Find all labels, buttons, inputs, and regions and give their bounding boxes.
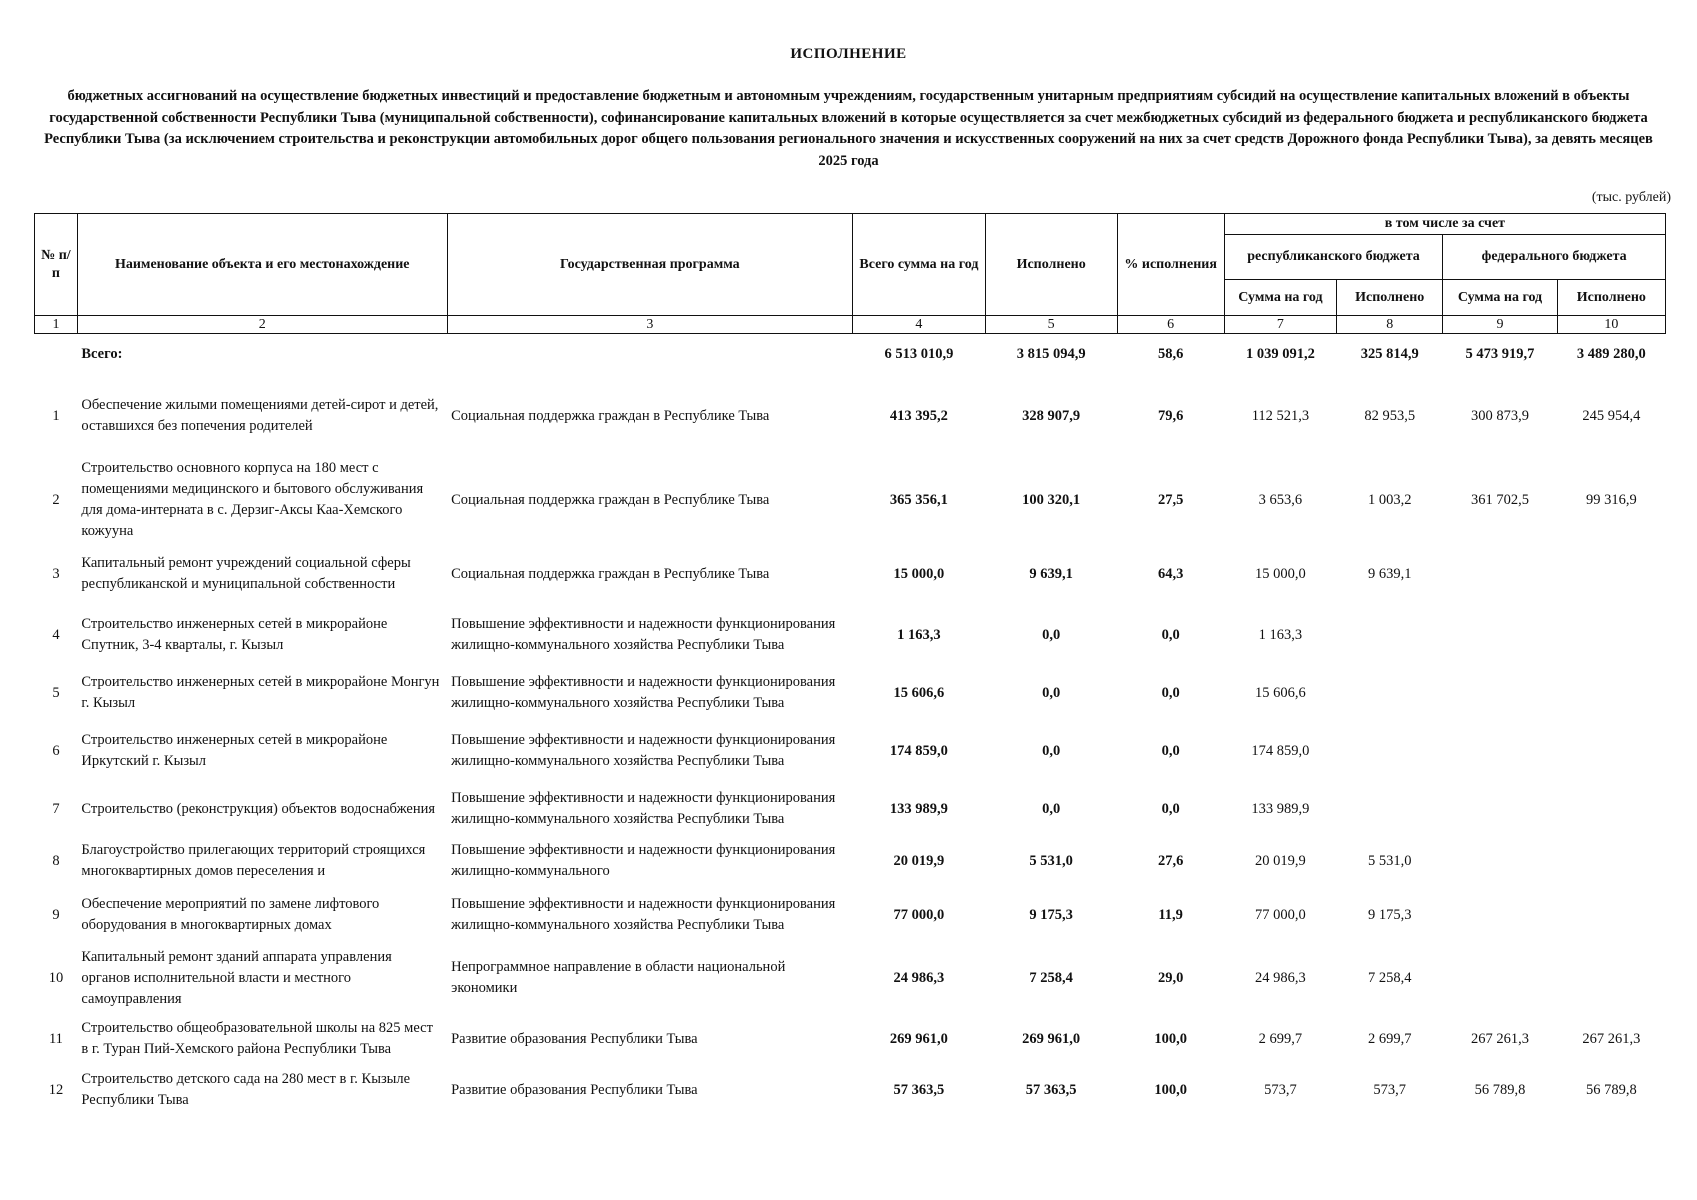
- document-title: ИСПОЛНЕНИЕ: [790, 46, 907, 62]
- fed-year-value: 300 873,9: [1470, 407, 1529, 424]
- total-year-value: 133 989,9: [889, 800, 948, 817]
- column-number: 9: [1443, 316, 1557, 334]
- header-regional: республиканского бюджета: [1224, 235, 1443, 280]
- executed-value: 100 320,1: [1022, 491, 1081, 508]
- reg-year-value: 174 859,0: [1251, 742, 1310, 759]
- program-name: Непрограммное направление в области национальной экономики: [451, 959, 786, 996]
- reg-year-value: 77 000,0: [1255, 906, 1306, 923]
- reg-year-value: 1 163,3: [1258, 626, 1303, 643]
- row-number: 10: [48, 969, 64, 986]
- column-number: 10: [1557, 316, 1665, 334]
- column-number: 3: [447, 316, 852, 334]
- reg-exec-value: [1337, 606, 1443, 664]
- row-number: 1: [52, 407, 60, 424]
- object-name: Строительство основного корпуса на 180 мест с помещениями медицинского и бытового обслуживания для дома-интерната в с. Дерзиг-Аксы Каа-Хемского кожууна: [81, 460, 424, 539]
- reg-exec-value: 7 258,4: [1367, 969, 1412, 986]
- program-name: Повышение эффективности и надежности функционирования жилищно-коммунального хозяйства Республики Тыва: [451, 732, 836, 769]
- total-reg-exec-value: 325 814,9: [1360, 345, 1419, 362]
- fed-exec-value: 267 261,3: [1582, 1030, 1641, 1047]
- total-year-value: 269 961,0: [889, 1030, 948, 1047]
- reg-exec-value: 1 003,2: [1367, 491, 1412, 508]
- reg-exec-value: 9 175,3: [1367, 906, 1412, 923]
- object-name: Строительство общеобразовательной школы на 825 мест в г. Туран Пий-Хемского района Республики Тыва: [81, 1020, 433, 1057]
- column-number: 1: [35, 316, 78, 334]
- object-name: Обеспечение жилыми помещениями детей-сирот и детей, оставшихся без попечения родителей: [81, 397, 439, 434]
- percent-value: 100,0: [1154, 1081, 1187, 1098]
- percent-value: 0,0: [1161, 684, 1180, 701]
- object-name: Капитальный ремонт зданий аппарата управления органов исполнительной власти и местного самоуправления: [81, 948, 392, 1007]
- column-number: 5: [985, 316, 1117, 334]
- executed-value: 0,0: [1042, 684, 1061, 701]
- executed-value: 269 961,0: [1022, 1030, 1081, 1047]
- fed-exec-value: [1557, 946, 1665, 1010]
- table-row: [35, 1010, 1666, 1068]
- total-executed-value: 3 815 094,9: [1016, 345, 1086, 362]
- total-year-value: 77 000,0: [893, 906, 945, 923]
- program-name: Развитие образования Республики Тыва: [451, 1081, 698, 1098]
- header-percent: % исполнения: [1117, 214, 1224, 316]
- table-row: [35, 884, 1666, 946]
- reg-year-value: 573,7: [1264, 1081, 1297, 1098]
- table-row: [35, 780, 1666, 838]
- table-row: [35, 458, 1666, 542]
- executed-value: 5 531,0: [1029, 852, 1073, 869]
- program-name: Социальная поддержка граждан в Республике Тыва: [451, 565, 770, 582]
- executed-value: 7 258,4: [1029, 969, 1073, 986]
- object-name: Обеспечение мероприятий по замене лифтового оборудования в многоквартирных домах: [81, 896, 380, 933]
- row-number: 6: [52, 742, 60, 759]
- object-name: Строительство инженерных сетей в микрорайоне Иркутский г. Кызыл: [81, 732, 388, 769]
- total-year-value: 6 513 010,9: [884, 345, 954, 362]
- row-number: 11: [48, 1030, 63, 1047]
- fed-year-value: [1443, 606, 1557, 664]
- fed-exec-value: 99 316,9: [1585, 491, 1637, 508]
- fed-exec-value: [1557, 884, 1665, 946]
- total-year-value: 174 859,0: [889, 742, 948, 759]
- percent-value: 0,0: [1161, 800, 1180, 817]
- executed-value: 57 363,5: [1025, 1081, 1077, 1098]
- table-row: [35, 838, 1666, 884]
- reg-year-value: 20 019,9: [1255, 852, 1306, 869]
- reg-year-value: 15 606,6: [1255, 684, 1306, 701]
- percent-value: 0,0: [1161, 742, 1180, 759]
- object-name: Строительство (реконструкция) объектов водоснабжения: [81, 800, 436, 817]
- object-name: Строительство инженерных сетей в микрорайоне Монгун г. Кызыл: [81, 674, 440, 711]
- reg-exec-value: 5 531,0: [1367, 852, 1412, 869]
- table-row: [35, 542, 1666, 606]
- program-name: Повышение эффективности и надежности функционирования жилищно-коммунального хозяйства Республики Тыва: [451, 896, 836, 933]
- percent-value: 64,3: [1157, 565, 1184, 582]
- fed-year-value: [1443, 946, 1557, 1010]
- total-percent-value: 58,6: [1157, 345, 1184, 362]
- row-number: 3: [52, 565, 60, 582]
- program-name: Повышение эффективности и надежности функционирования жилищно-коммунального: [451, 842, 836, 879]
- column-numbers-row: [35, 316, 1666, 334]
- table-row: [35, 664, 1666, 722]
- fed-exec-value: 56 789,8: [1585, 1081, 1637, 1098]
- row-number: 8: [52, 852, 60, 869]
- total-year-value: 24 986,3: [893, 969, 945, 986]
- total-fed-year-value: 5 473 919,7: [1465, 345, 1535, 362]
- header-fed-exec: Исполнено: [1557, 280, 1665, 316]
- header-reg-year: Сумма на год: [1224, 280, 1336, 316]
- percent-value: 27,5: [1157, 491, 1184, 508]
- fed-year-value: [1443, 780, 1557, 838]
- fed-year-value: 56 789,8: [1474, 1081, 1526, 1098]
- reg-year-value: 15 000,0: [1255, 565, 1306, 582]
- header-program: Государственная программа: [447, 214, 852, 316]
- fed-year-value: 361 702,5: [1470, 491, 1529, 508]
- reg-exec-value: 82 953,5: [1364, 407, 1416, 424]
- program-name: Повышение эффективности и надежности функционирования жилищно-коммунального хозяйства Республики Тыва: [451, 616, 836, 653]
- row-number: 12: [48, 1081, 64, 1098]
- reg-exec-value: 2 699,7: [1367, 1030, 1412, 1047]
- document-subtitle: бюджетных ассигнований на осуществление бюджетных инвестиций и предоставление бюджетным и автономным учреждениям, государственным унитарным предприятиям субсидий на осуществление капитальных вложений в объекты государственной собственности Республики Тыва (муниципальной собственности), софинансирование капитальных вложений в которые осуществляется за счет межбюджетных субсидий из федерального бюджета и республиканского бюджета Республики Тыва (за исключением строительства и реконструкции автомобильных дорог общего пользования регионального значения и искусственных сооружений на них за счет средств Дорожного фонда Республики Тыва), за девять месяцев 2025 года: [44, 88, 1653, 169]
- fed-year-value: 267 261,3: [1470, 1030, 1529, 1047]
- total-year-value: 57 363,5: [893, 1081, 945, 1098]
- reg-year-value: 24 986,3: [1255, 969, 1306, 986]
- executed-value: 9 639,1: [1029, 565, 1073, 582]
- column-number: 8: [1337, 316, 1443, 334]
- total-reg-year-value: 1 039 091,2: [1245, 345, 1315, 362]
- executed-value: 328 907,9: [1022, 407, 1081, 424]
- header-federal: федерального бюджета: [1443, 235, 1666, 280]
- row-number: 5: [52, 684, 60, 701]
- total-label: Всего:: [81, 345, 123, 362]
- fed-year-value: [1443, 884, 1557, 946]
- fed-exec-value: [1557, 838, 1665, 884]
- table-row: [35, 606, 1666, 664]
- reg-exec-value: 573,7: [1373, 1081, 1406, 1098]
- header-executed: Исполнено: [985, 214, 1117, 316]
- reg-year-value: 112 521,3: [1251, 407, 1310, 424]
- table-row: [35, 1068, 1666, 1112]
- object-name: Строительство инженерных сетей в микрорайоне Спутник, 3-4 кварталы, г. Кызыл: [81, 616, 388, 653]
- percent-value: 29,0: [1157, 969, 1184, 986]
- program-name: Повышение эффективности и надежности функционирования жилищно-коммунального хозяйства Республики Тыва: [451, 790, 836, 827]
- header-total-year: Всего сумма на год: [853, 214, 986, 316]
- row-number: 9: [52, 906, 60, 923]
- program-name: Развитие образования Республики Тыва: [451, 1030, 698, 1047]
- executed-value: 0,0: [1042, 742, 1061, 759]
- object-name: Строительство детского сада на 280 мест в г. Кызыле Республики Тыва: [81, 1071, 411, 1108]
- total-year-value: 365 356,1: [889, 491, 948, 508]
- reg-exec-value: [1337, 722, 1443, 780]
- program-name: Социальная поддержка граждан в Республике Тыва: [451, 491, 770, 508]
- row-number: 4: [52, 626, 60, 643]
- total-year-value: 15 000,0: [893, 565, 945, 582]
- execution-table: [34, 213, 1666, 1112]
- reg-exec-value: [1337, 780, 1443, 838]
- fed-exec-value: [1557, 780, 1665, 838]
- executed-value: 0,0: [1042, 626, 1061, 643]
- total-year-value: 413 395,2: [889, 407, 948, 424]
- header-num: № п/п: [35, 214, 78, 316]
- column-number: 6: [1117, 316, 1224, 334]
- total-year-value: 1 163,3: [897, 626, 941, 643]
- fed-exec-value: [1557, 722, 1665, 780]
- percent-value: 100,0: [1154, 1030, 1187, 1047]
- fed-year-value: [1443, 542, 1557, 606]
- header-name: Наименование объекта и его местонахождение: [77, 214, 447, 316]
- reg-year-value: 2 699,7: [1258, 1030, 1303, 1047]
- fed-year-value: [1443, 664, 1557, 722]
- column-number: 7: [1224, 316, 1336, 334]
- reg-exec-value: 9 639,1: [1367, 565, 1412, 582]
- reg-year-value: 133 989,9: [1251, 800, 1310, 817]
- header-reg-exec: Исполнено: [1337, 280, 1443, 316]
- column-number: 2: [77, 316, 447, 334]
- program-name: Социальная поддержка граждан в Республике Тыва: [451, 407, 770, 424]
- total-fed-exec-value: 3 489 280,0: [1576, 345, 1646, 362]
- header-fed-year: Сумма на год: [1443, 280, 1557, 316]
- fed-exec-value: [1557, 664, 1665, 722]
- units-label: (тыс. рублей): [1591, 190, 1671, 205]
- fed-exec-value: [1557, 542, 1665, 606]
- column-number: 4: [853, 316, 986, 334]
- object-name: Капитальный ремонт учреждений социальной сферы республиканской и муниципальной собственности: [81, 555, 411, 592]
- reg-year-value: 3 653,6: [1258, 491, 1303, 508]
- table-row: [35, 374, 1666, 458]
- reg-exec-value: [1337, 664, 1443, 722]
- total-year-value: 20 019,9: [893, 852, 945, 869]
- percent-value: 79,6: [1157, 407, 1184, 424]
- fed-year-value: [1443, 838, 1557, 884]
- percent-value: 0,0: [1161, 626, 1180, 643]
- percent-value: 27,6: [1157, 852, 1184, 869]
- total-year-value: 15 606,6: [893, 684, 945, 701]
- row-number: 2: [52, 491, 60, 508]
- fed-exec-value: [1557, 606, 1665, 664]
- total-row: [35, 334, 1666, 375]
- row-number: 7: [52, 800, 60, 817]
- table-row: [35, 722, 1666, 780]
- percent-value: 11,9: [1158, 906, 1183, 923]
- executed-value: 9 175,3: [1029, 906, 1073, 923]
- fed-year-value: [1443, 722, 1557, 780]
- executed-value: 0,0: [1042, 800, 1061, 817]
- table-row: [35, 946, 1666, 1010]
- fed-exec-value: 245 954,4: [1582, 407, 1641, 424]
- program-name: Повышение эффективности и надежности функционирования жилищно-коммунального хозяйства Республики Тыва: [451, 674, 836, 711]
- object-name: Благоустройство прилегающих территорий строящихся многоквартирных домов переселения и: [81, 842, 426, 879]
- header-including: в том числе за счет: [1224, 214, 1665, 235]
